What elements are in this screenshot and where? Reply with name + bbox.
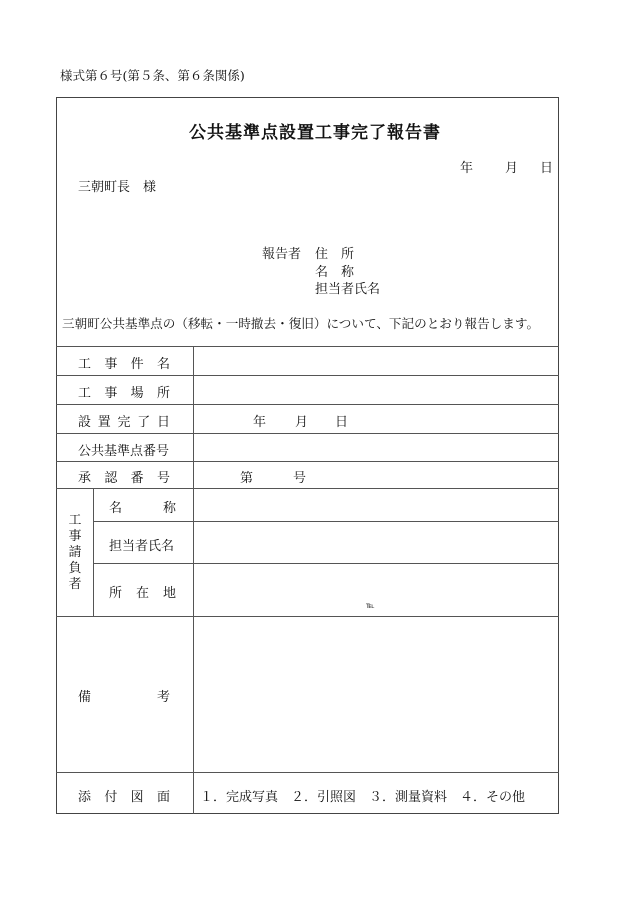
completion-date-label: 設 置 完 了 日	[78, 415, 170, 430]
attachments-list: １．完成写真 ２．引照図 ３．測量資料 ４．その他	[200, 790, 526, 805]
page-title: 公共基準点設置工事完了報告書	[189, 123, 441, 143]
row-divider	[56, 488, 559, 489]
form-number-label: 様式第６号(第５条、第６条関係)	[60, 68, 245, 83]
reporter-label: 報告者	[262, 247, 302, 262]
completion-day-unit: 日	[335, 415, 349, 430]
row-divider	[56, 461, 559, 462]
approval-suffix: 号	[293, 471, 307, 486]
table-top-border	[56, 346, 559, 347]
work-name-label: 工 事 件 名	[78, 357, 170, 372]
row-divider	[56, 375, 559, 376]
approval-number-label: 承 認 番 号	[78, 471, 170, 486]
contractor-location-label: 所 在 地	[109, 586, 176, 601]
contractor-name-label: 名 称	[109, 501, 176, 516]
remarks-label: 備 考	[78, 690, 170, 705]
row-divider	[56, 433, 559, 434]
contractor-group-label: 工 事 請 負 者	[68, 513, 82, 592]
row-divider	[93, 563, 559, 564]
row-divider	[56, 616, 559, 617]
contractor-column-divider	[93, 488, 94, 616]
work-place-label: 工 事 場 所	[78, 386, 170, 401]
attachments-label: 添 付 図 面	[78, 790, 170, 805]
row-divider	[56, 772, 559, 773]
reporter-address-label: 住 所	[315, 247, 355, 262]
row-divider	[56, 404, 559, 405]
label-column-divider	[193, 346, 194, 814]
telephone-mark: ℡	[366, 601, 375, 610]
date-day-unit: 日	[540, 161, 554, 176]
report-statement: 三朝町公共基準点の（移転・一時撤去・復旧）について、下記のとおり報告します。	[62, 316, 540, 331]
reporter-name-label: 名 称	[315, 265, 355, 280]
row-divider	[93, 521, 559, 522]
completion-year-unit: 年	[253, 415, 267, 430]
approval-prefix: 第	[240, 471, 254, 486]
completion-month-unit: 月	[295, 415, 309, 430]
reporter-person-label: 担当者氏名	[315, 282, 381, 297]
date-year-unit: 年	[460, 161, 474, 176]
contractor-person-label: 担当者氏名	[109, 539, 175, 554]
addressee: 三朝町長 様	[78, 180, 157, 195]
date-month-unit: 月	[505, 161, 519, 176]
point-number-label: 公共基準点番号	[78, 444, 170, 459]
